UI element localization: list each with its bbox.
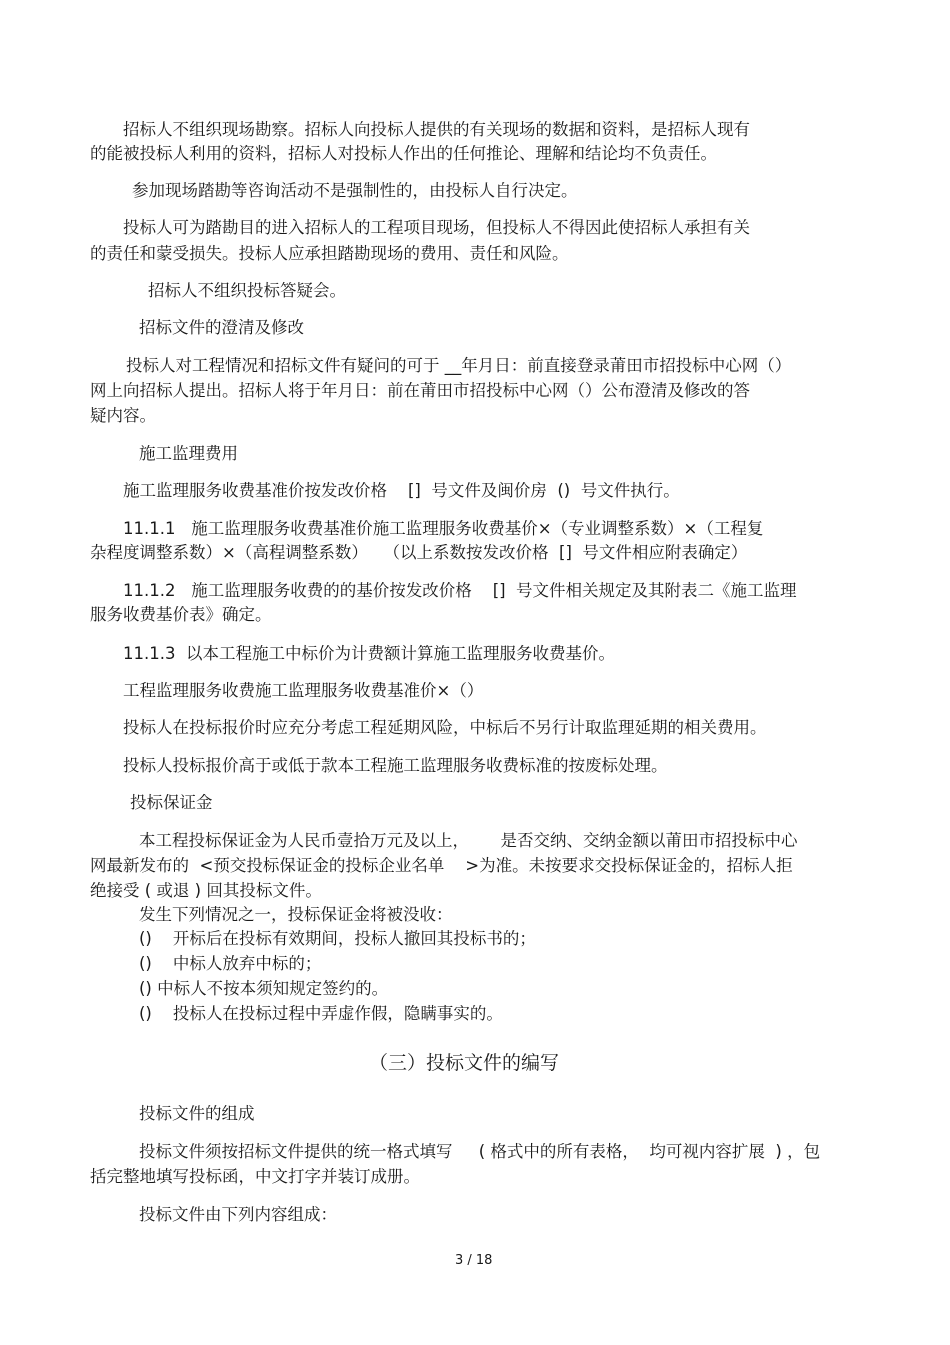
- paragraph-line: 投标人可为踏勘目的进入招标人的工程项目现场，但投标人不得因此使招标人承担有关: [123, 218, 750, 237]
- paragraph-line: 网最新发布的 <预交投标保证金的投标企业名单 >为准。未按要求交投标保证金的，招标人拒: [90, 856, 793, 875]
- paragraph-line: 绝接受 ( 或退 ) 回其投标文件。: [90, 881, 322, 900]
- paragraph-line: 施工监理服务收费基准价按发改价格 [] 号文件及闽价房 () 号文件执行。: [123, 481, 680, 500]
- paragraph-line: 的能被投标人利用的资料，招标人对投标人作出的任何推论、理解和结论均不负责任。: [90, 144, 717, 163]
- section-heading: 投标保证金: [130, 793, 213, 812]
- paragraph-line: 疑内容。: [90, 406, 156, 425]
- paragraph-line: 参加现场踏勘等咨询活动不是强制性的，由投标人自行决定。: [132, 181, 578, 200]
- paragraph-line: 发生下列情况之一，投标保证金将被没收：: [139, 905, 453, 924]
- paragraph-line: 11.1.3 以本工程施工中标价为计费额计算施工监理服务收费基价。: [123, 644, 615, 663]
- paragraph-line: 工程监理服务收费施工监理服务收费基准价×（）: [123, 681, 484, 700]
- paragraph-line: 杂程度调整系数）×（高程调整系数） （以上系数按发改价格 [] 号文件相应附表确定）: [90, 543, 748, 562]
- paragraph-line: 投标人投标报价高于或低于款本工程施工监理服务收费标准的按废标处理。: [123, 756, 668, 775]
- page-number: 3 / 18: [455, 1253, 493, 1268]
- paragraph-line: 本工程投标保证金为人民币壹拾万元及以上， 是否交纳、交纳金额以莆田市招投标中心: [139, 831, 798, 850]
- paragraph-line: 招标人不组织现场勘察。招标人向投标人提供的有关现场的数据和资料，是招标人现有: [123, 120, 750, 139]
- paragraph-line: 的责任和蒙受损失。投标人应承担踏勘现场的费用、责任和风险。: [90, 244, 569, 263]
- list-item: () 投标人在投标过程中弄虚作假，隐瞒事实的。: [139, 1004, 503, 1023]
- paragraph-line: 投标人在投标报价时应充分考虑工程延期风险，中标后不另行计取监理延期的相关费用。: [123, 718, 767, 737]
- section-heading: 投标文件的组成: [139, 1104, 255, 1123]
- list-item: () 中标人放弃中标的；: [139, 954, 322, 973]
- paragraph-line: 11.1.1 施工监理服务收费基准价施工监理服务收费基价×（专业调整系数）×（工程复: [123, 519, 764, 538]
- list-item: () 开标后在投标有效期间，投标人撤回其投标书的；: [139, 929, 536, 948]
- paragraph-line: 投标文件须按招标文件提供的统一格式填写 ( 格式中的所有表格， 均可视内容扩展 ) ，包: [139, 1142, 821, 1161]
- section-heading: 施工监理费用: [139, 444, 238, 463]
- chapter-heading: （三）投标文件的编写: [369, 1052, 560, 1074]
- paragraph-line: 服务收费基价表》确定。: [90, 605, 272, 624]
- list-item: () 中标人不按本须知规定签约的。: [139, 979, 389, 998]
- paragraph-line: 网上向招标人提出。招标人将于年月日：前在莆田市招投标中心网（）公布澄清及修改的答: [90, 381, 750, 400]
- paragraph-line: 投标文件由下列内容组成：: [139, 1205, 337, 1224]
- paragraph-line: 投标人对工程情况和招标文件有疑问的可于 __年月日：前直接登录莆田市招投标中心网（）: [126, 356, 792, 375]
- paragraph-line: 11.1.2 施工监理服务收费的的基价按发改价格 [] 号文件相关规定及其附表二《施工监理: [123, 581, 797, 600]
- paragraph-line: 招标人不组织投标答疑会。: [148, 281, 346, 300]
- section-heading: 招标文件的澄清及修改: [139, 318, 304, 337]
- paragraph-line: 括完整地填写投标函，中文打字并装订成册。: [90, 1167, 420, 1186]
